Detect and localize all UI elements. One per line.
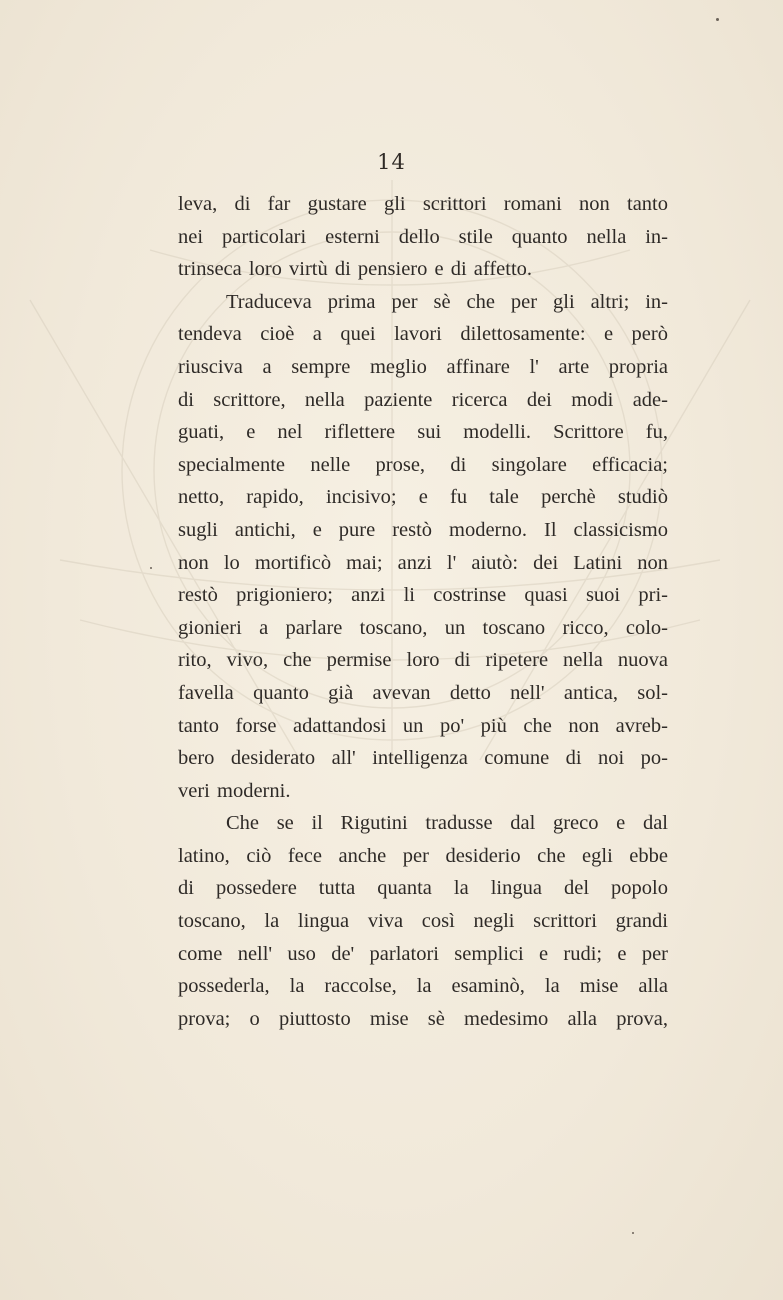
text-line: bero desiderato all' intelligenza comune di noi po- bbox=[178, 747, 668, 770]
text-line: di scrittore, nella paziente ricerca dei modi ade- bbox=[178, 388, 668, 411]
text-line: leva, di far gustare gli scrittori romani non tanto bbox=[178, 193, 668, 215]
text-line: toscano, la lingua viva così negli scrittori grandi bbox=[178, 910, 668, 933]
text-line: trinseca loro virtù di pensiero e di affetto. bbox=[178, 258, 533, 281]
text-line: Traduceva prima per sè che per gli altri; in- bbox=[226, 290, 668, 313]
text-line: guati, e nel riflettere sui modelli. Scrittore fu, bbox=[178, 421, 668, 444]
text-line: sugli antichi, e pure restò moderno. Il classicismo bbox=[178, 518, 668, 541]
text-line: non lo mortificò mai; anzi l' aiutò: dei Latini non bbox=[178, 551, 668, 574]
text-line: favella quanto già avevan detto nell' antica, sol- bbox=[178, 681, 668, 704]
text-line: restò prigioniero; anzi li costrinse quasi suoi pri- bbox=[178, 584, 668, 607]
text-line: come nell' uso de' parlatori semplici e rudi; e per bbox=[178, 942, 668, 965]
text-line: prova; o piuttosto mise sè medesimo alla prova, bbox=[178, 1007, 668, 1030]
paper-speck bbox=[716, 18, 719, 21]
text-line: veri moderni. bbox=[178, 779, 291, 802]
text-line: rito, vivo, che permise loro di ripetere nella nuova bbox=[178, 649, 668, 672]
paper-speck bbox=[632, 1232, 634, 1234]
text-line: possederla, la raccolse, la esaminò, la mise alla bbox=[178, 975, 668, 998]
text-line: gionieri a parlare toscano, un toscano ricco, colo- bbox=[178, 616, 668, 639]
text-line: nei particolari esterni dello stile quanto nella in- bbox=[178, 225, 668, 248]
page-number: 14 bbox=[377, 150, 406, 174]
text-line: tanto forse adattandosi un po' più che non avreb- bbox=[178, 714, 668, 737]
paper-speck bbox=[150, 567, 152, 569]
text-line: Che se il Rigutini tradusse dal greco e dal bbox=[226, 812, 668, 835]
text-line: riusciva a sempre meglio affinare l' arte propria bbox=[178, 355, 668, 378]
text-line: netto, rapido, incisivo; e fu tale perchè studiò bbox=[178, 486, 668, 509]
text-line: di possedere tutta quanta la lingua del popolo bbox=[178, 877, 668, 900]
text-line: tendeva cioè a quei lavori dilettosamente: e però bbox=[178, 323, 668, 346]
text-line: specialmente nelle prose, di singolare efficacia; bbox=[178, 453, 668, 476]
body-text bbox=[178, 188, 668, 1035]
text-line: latino, ciò fece anche per desiderio che egli ebbe bbox=[178, 844, 668, 867]
